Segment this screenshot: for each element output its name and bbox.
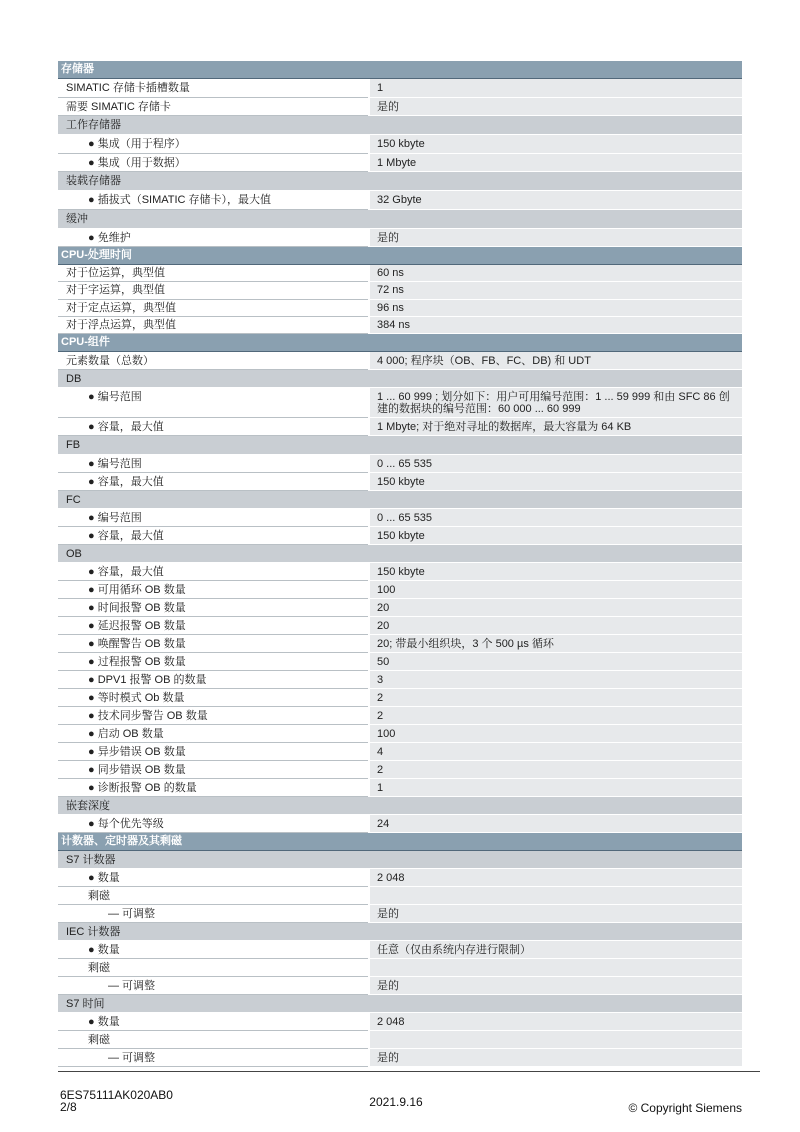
spec-label: ● 数量: [58, 941, 368, 959]
spec-label: ● 免维护: [58, 229, 368, 248]
spec-row: [58, 317, 742, 334]
spec-label: ● 集成（用于数据）: [58, 154, 368, 173]
section-header: 计数器、定时器及其剩磁: [58, 833, 742, 851]
spec-label: ● 可用循环 OB 数量: [58, 581, 368, 599]
spec-row: [58, 869, 742, 887]
spec-label: 剩磁: [58, 887, 368, 905]
spec-value: 150 kbyte: [370, 563, 742, 581]
spec-label: ● 数量: [58, 869, 368, 887]
spec-row: [58, 527, 742, 545]
spec-value: 150 kbyte: [370, 473, 742, 491]
spec-value: 2 048: [370, 1013, 742, 1031]
spec-value: 任意（仅由系统内存进行限制）: [370, 941, 742, 959]
spec-value: 0 ... 65 535: [370, 455, 742, 473]
spec-value: 384 ns: [370, 317, 742, 334]
spec-value: [370, 959, 742, 977]
spec-row: [58, 815, 742, 833]
group-header: 工作存储器: [58, 116, 742, 135]
spec-label: ● 技术同步警告 OB 数量: [58, 707, 368, 725]
section-header: CPU-处理时间: [58, 247, 742, 265]
spec-label: 需要 SIMATIC 存储卡: [58, 98, 368, 117]
spec-value: 是的: [370, 98, 742, 117]
spec-value: 50: [370, 653, 742, 671]
spec-label: SIMATIC 存储卡插槽数量: [58, 79, 368, 98]
spec-label: 元素数量（总数）: [58, 352, 368, 370]
spec-label: ● 数量: [58, 1013, 368, 1031]
group-header: 装载存储器: [58, 172, 742, 191]
spec-value: [370, 887, 742, 905]
spec-label: ● 集成（用于程序）: [58, 135, 368, 154]
spec-row: [58, 388, 742, 418]
subgroup-row: [58, 1031, 742, 1049]
spec-label: ● 时间报警 OB 数量: [58, 599, 368, 617]
spec-label: ● 启动 OB 数量: [58, 725, 368, 743]
spec-row: [58, 352, 742, 370]
group-header: S7 计数器: [58, 851, 742, 869]
spec-value: 是的: [370, 905, 742, 923]
spec-value: 2 048: [370, 869, 742, 887]
spec-row: [58, 725, 742, 743]
spec-section: [58, 61, 742, 247]
spec-row: [58, 282, 742, 299]
spec-label: ● 每个优先等级: [58, 815, 368, 833]
spec-label: ● 容量，最大值: [58, 473, 368, 491]
spec-value: 32 Gbyte: [370, 191, 742, 210]
spec-label: ● 编号范围: [58, 509, 368, 527]
spec-value: 2: [370, 707, 742, 725]
spec-value: 24: [370, 815, 742, 833]
footer-copyright: © Copyright Siemens: [628, 1101, 742, 1115]
spec-row: [58, 689, 742, 707]
spec-value: 3: [370, 671, 742, 689]
spec-value: 150 kbyte: [370, 135, 742, 154]
spec-row: [58, 191, 742, 210]
spec-value: 20: [370, 599, 742, 617]
group-header: 嵌套深度: [58, 797, 742, 815]
spec-row: [58, 671, 742, 689]
spec-table: [58, 61, 742, 1067]
spec-label: — 可调整: [58, 1049, 368, 1067]
spec-row: [58, 473, 742, 491]
group-header: IEC 计数器: [58, 923, 742, 941]
spec-row: [58, 581, 742, 599]
spec-label: ● 异步错误 OB 数量: [58, 743, 368, 761]
section-header: CPU-组件: [58, 334, 742, 352]
spec-label: ● 插拔式（SIMATIC 存储卡），最大值: [58, 191, 368, 210]
spec-label: ● 同步错误 OB 数量: [58, 761, 368, 779]
spec-row: [58, 300, 742, 317]
group-header: OB: [58, 545, 742, 563]
spec-value: 100: [370, 725, 742, 743]
spec-value: 4 000; 程序块（OB、FB、FC、DB) 和 UDT: [370, 352, 742, 370]
spec-label: — 可调整: [58, 977, 368, 995]
spec-row: [58, 563, 742, 581]
spec-label: ● DPV1 报警 OB 的数量: [58, 671, 368, 689]
spec-label: 剩磁: [58, 959, 368, 977]
spec-row: [58, 599, 742, 617]
spec-value: 4: [370, 743, 742, 761]
group-header: S7 时间: [58, 995, 742, 1013]
spec-row: [58, 743, 742, 761]
spec-value: 1 Mbyte; 对于绝对寻址的数据库，最大容量为 64 KB: [370, 418, 742, 436]
spec-label: 对于位运算，典型值: [58, 265, 368, 282]
spec-value: 是的: [370, 229, 742, 248]
spec-value: 0 ... 65 535: [370, 509, 742, 527]
spec-section: [58, 247, 742, 334]
spec-value: [370, 1031, 742, 1049]
spec-row: [58, 455, 742, 473]
spec-value: 2: [370, 689, 742, 707]
spec-value: 60 ns: [370, 265, 742, 282]
spec-row: [58, 79, 742, 98]
spec-section: [58, 334, 742, 832]
spec-value: 72 ns: [370, 282, 742, 299]
spec-row: [58, 635, 742, 653]
spec-value: 1: [370, 79, 742, 98]
spec-value: 是的: [370, 1049, 742, 1067]
spec-value: 100: [370, 581, 742, 599]
spec-value: 1 Mbyte: [370, 154, 742, 173]
spec-value: 是的: [370, 977, 742, 995]
spec-label: ● 延迟报警 OB 数量: [58, 617, 368, 635]
spec-label: 对于字运算，典型值: [58, 282, 368, 299]
group-header: 缓冲: [58, 210, 742, 229]
spec-row: [58, 98, 742, 117]
spec-row: [58, 617, 742, 635]
footer-page-number: 2/8: [60, 1100, 77, 1114]
spec-label: ● 容量，最大值: [58, 527, 368, 545]
spec-value: 20: [370, 617, 742, 635]
spec-label: 对于浮点运算，典型值: [58, 317, 368, 334]
spec-section: [58, 833, 742, 1067]
group-header: FB: [58, 436, 742, 454]
spec-label: 对于定点运算，典型值: [58, 300, 368, 317]
spec-label: ● 过程报警 OB 数量: [58, 653, 368, 671]
spec-row: [58, 229, 742, 248]
spec-label: ● 编号范围: [58, 388, 368, 418]
section-header: 存储器: [58, 61, 742, 79]
spec-label: — 可调整: [58, 905, 368, 923]
spec-row: [58, 154, 742, 173]
spec-value: 96 ns: [370, 300, 742, 317]
spec-value: 150 kbyte: [370, 527, 742, 545]
spec-row: [58, 1013, 742, 1031]
spec-row: [58, 509, 742, 527]
spec-row: [58, 779, 742, 797]
spec-value: 1 ... 60 999 ; 划分如下：用户可用编号范围：1 ... 59 999 和由 SFC 86 创建的数据块的编号范围：60 000 ... 60 999: [370, 388, 742, 418]
group-header: FC: [58, 491, 742, 509]
spec-row: [58, 1049, 742, 1067]
spec-label: ● 唤醒警告 OB 数量: [58, 635, 368, 653]
spec-label: 剩磁: [58, 1031, 368, 1049]
spec-row: [58, 135, 742, 154]
spec-label: ● 编号范围: [58, 455, 368, 473]
spec-value: 20; 带最小组织块，3 个 500 µs 循环: [370, 635, 742, 653]
footer-date: 2021.9.16: [369, 1095, 423, 1109]
spec-row: [58, 941, 742, 959]
spec-row: [58, 905, 742, 923]
spec-label: ● 容量，最大值: [58, 563, 368, 581]
spec-label: ● 诊断报警 OB 的数量: [58, 779, 368, 797]
spec-row: [58, 977, 742, 995]
spec-row: [58, 707, 742, 725]
spec-row: [58, 265, 742, 282]
subgroup-row: [58, 887, 742, 905]
footer-divider: [58, 1071, 760, 1072]
spec-row: [58, 418, 742, 436]
spec-row: [58, 653, 742, 671]
subgroup-row: [58, 959, 742, 977]
spec-value: 1: [370, 779, 742, 797]
group-header: DB: [58, 370, 742, 388]
spec-label: ● 等时模式 Ob 数量: [58, 689, 368, 707]
spec-row: [58, 761, 742, 779]
footer-doc-number: 6ES75111AK020AB0: [60, 1088, 173, 1102]
spec-value: 2: [370, 761, 742, 779]
spec-label: ● 容量，最大值: [58, 418, 368, 436]
